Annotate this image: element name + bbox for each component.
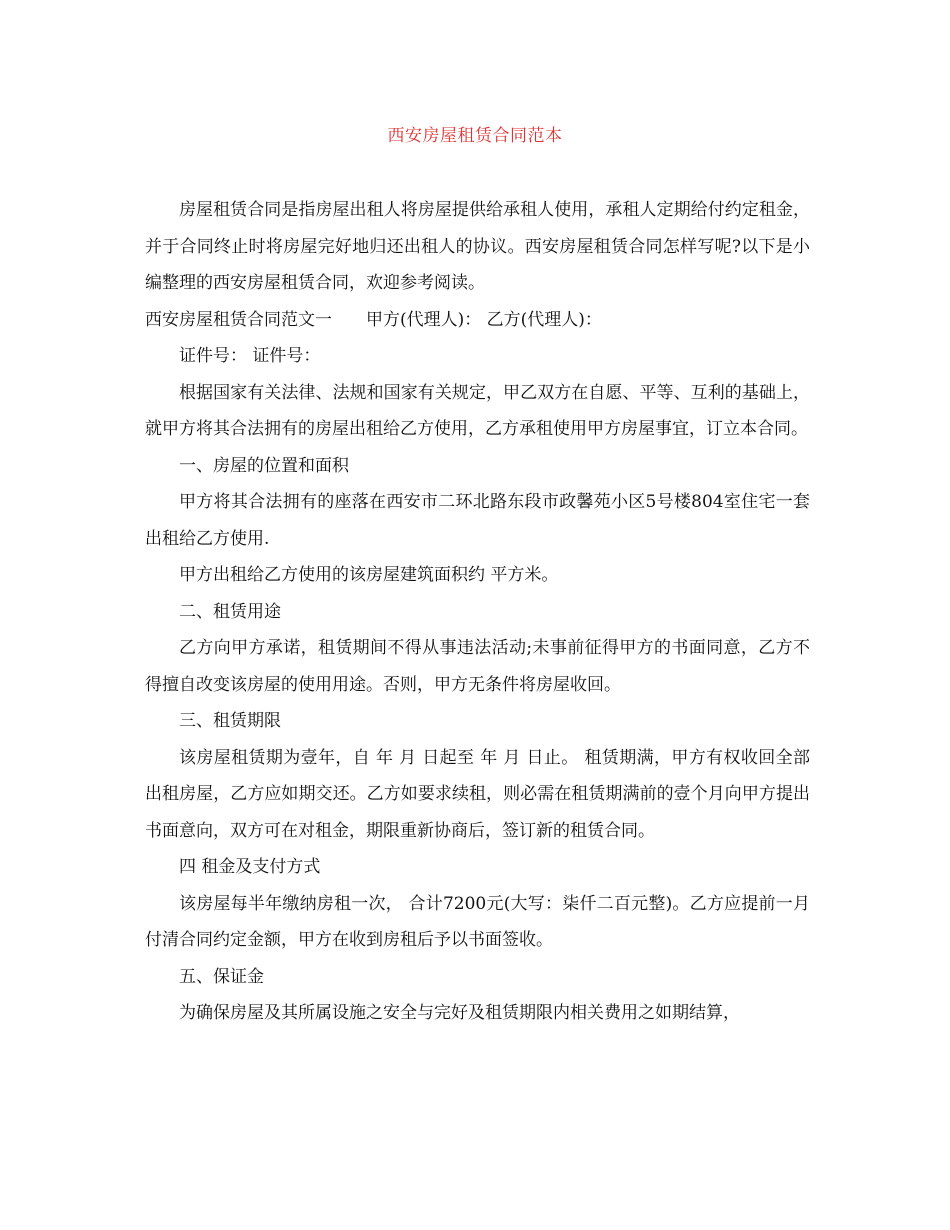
- section-paragraph: 甲方将其合法拥有的座落在西安市二环北路东段市政馨苑小区5号楼804室住宅一套出租给乙方使用.: [145, 492, 810, 549]
- section-paragraph: 甲方出租给乙方使用的该房屋建筑面积约 平方米。: [179, 565, 559, 585]
- document-body: [145, 192, 810, 1032]
- section-heading-deposit: 五、保证金: [179, 966, 264, 987]
- section-paragraph: 乙方向甲方承诺，租赁期间不得从事违法活动;未事前征得甲方的书面同意，乙方不得擅自改变该房屋的使用用途。否则，甲方无条件将房屋收回。: [145, 638, 810, 695]
- section-paragraph: 为确保房屋及其所属设施之安全与完好及租赁期限内相关费用之如期结算，: [179, 1003, 740, 1023]
- party-b-label: 乙方(代理人)：: [486, 309, 602, 330]
- document-title: 西安房屋租赁合同范本: [387, 126, 563, 146]
- intro-paragraph: 房屋租赁合同是指房屋出租人将房屋提供给承租人使用，承租人定期给付约定租金，并于合同终止时将房屋完好地归还出租人的协议。西安房屋租赁合同怎样写呢?以下是小编整理的西安房屋租赁合同，欢迎参考阅读。: [145, 200, 810, 293]
- sample-heading: 西安房屋租赁合同范文一: [145, 309, 332, 330]
- section-paragraph: 该房屋租赁期为壹年，自 年 月 日起至 年 月 日止。 租赁期满，甲方有权收回全部出租房屋，乙方应如期交还。乙方如要求续租，则必需在租赁期满前的壹个月向甲方提出书面意向，双方可在对租金，期限重新协商后，签订新的租赁合同。: [145, 747, 810, 841]
- id-number-line: 证件号： 证件号：: [179, 346, 321, 366]
- preamble-paragraph: 根据国家有关法律、法规和国家有关规定，甲乙双方在自愿、平等、互利的基础上，就甲方将其合法拥有的房屋出租给乙方使用，乙方承租使用甲方房屋事宜，订立本合同。: [145, 382, 810, 439]
- party-a-label: 甲方(代理人)：: [366, 309, 482, 330]
- section-heading-location: 一、房屋的位置和面积: [179, 455, 349, 476]
- section-heading-term: 三、租赁期限: [179, 711, 281, 731]
- parties-line: [145, 302, 810, 339]
- section-heading-usage: 二、租赁用途: [179, 601, 281, 622]
- section-heading-rent: 四 租金及支付方式: [179, 857, 321, 877]
- section-paragraph: 该房屋每半年缴纳房租一次， 合计7200元(大写：柒仟二百元整)。乙方应提前一月付清合同约定金额，甲方在收到房租后予以书面签收。: [145, 893, 810, 950]
